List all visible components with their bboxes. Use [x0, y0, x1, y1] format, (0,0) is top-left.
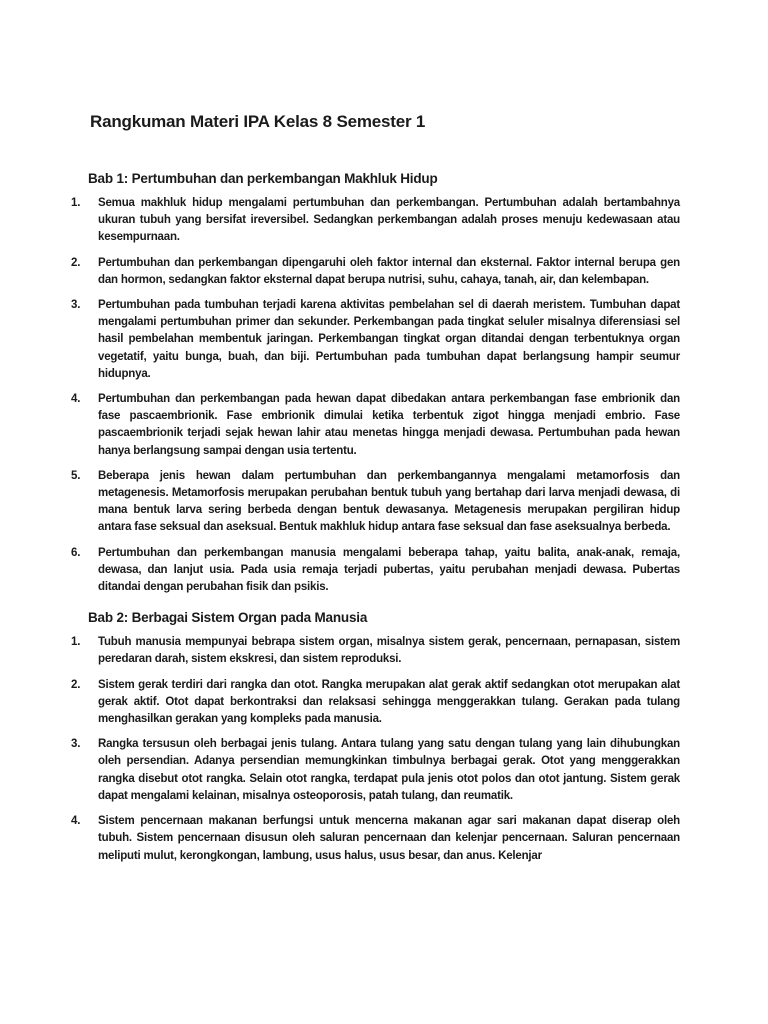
item-number: 4.: [71, 815, 81, 828]
list-item: [71, 297, 680, 383]
item-text: Beberapa jenis hewan dalam pertumbuhan dan perkembangannya mengalami metamorfosis dan metagenesis. Metamorfosis merupakan perubahan bentuk tubuh yang bertahap dari larva menjadi dewasa, di mana bentuk larva sering berbeda dengan bentuk dewasanya. Metagenesis merupakan pergiliran hidup antara fase seksual dan aseksual. Bentuk makhluk hidup antara fase seksual dan fase aseksualnya berbeda.: [98, 469, 680, 534]
list-item: [71, 468, 680, 537]
chapter-1-list: [71, 195, 680, 596]
chapter-1-section: [0, 170, 768, 596]
item-number: 3.: [71, 299, 81, 312]
item-number: 4.: [71, 393, 81, 406]
item-text: Semua makhluk hidup mengalami pertumbuhan dan perkembangan. Pertumbuhan adalah bertambahnya ukuran tubuh yang bersifat ireversibel. Sedangkan perkembangan adalah proses menuju kedewasaan atau kesempurnaan.: [98, 197, 680, 244]
item-text: Pertumbuhan dan perkembangan pada hewan dapat dibedakan antara perkembangan fase embrionik dan fase pascaembrionik. Fase embrionik dimulai ketika terbentuk zigot hingga menjadi embrio. Fase pascaembrionik terjadi sejak hewan lahir atau menetas hingga menjadi dewasa. Pertumbuhan pada hewan hanya berlangsung sampai dengan usia tertentu.: [98, 393, 680, 457]
chapter-2-heading: Bab 2: Berbagai Sistem Organ pada Manusia: [88, 610, 368, 626]
item-number: 2.: [71, 256, 81, 269]
item-text: Sistem pencernaan makanan berfungsi untuk mencerna makanan agar sari makanan dapat diserap oleh tubuh. Sistem pencernaan disusun oleh saluran pencernaan dan kelenjar pencernaan. Saluran pencernaan meliputi mulut, kerongkongan, lambung, usus halus, usus besar, dan anus. Kelenjar: [98, 815, 680, 862]
item-text: Pertumbuhan pada tumbuhan terjadi karena aktivitas pembelahan sel di daerah meristem. Tumbuhan dapat mengalami pertumbuhan primer dan sekunder. Perkembangan pada tingkat seluler misalnya diferensiasi sel hasil pembelahan membentuk jaringan. Perkembangan tingkat organ ditandai dengan terbentuknya organ vegetatif, yaitu bunga, buah, dan biji. Pertumbuhan pada tumbuhan dapat berlangsung hampir seumur hidupnya.: [98, 299, 680, 380]
chapter-1-heading: Bab 1: Pertumbuhan dan perkembangan Makhluk Hidup: [88, 171, 438, 186]
item-number: 1.: [71, 197, 81, 209]
list-item: [71, 195, 680, 247]
list-item: [71, 813, 680, 865]
list-item: [71, 391, 680, 460]
item-text: Sistem gerak terdiri dari rangka dan otot. Rangka merupakan alat gerak aktif sedangkan otot merupakan alat gerak aktif. Otot dapat berkontraksi dan relaksasi sehingga menggerakkan tulang. Gerakan pada tulang menghasilkan gerakan yang kompleks pada manusia.: [98, 678, 680, 726]
document-title: Rangkuman Materi IPA Kelas 8 Semester 1: [90, 112, 426, 131]
item-number: 5.: [71, 469, 81, 482]
item-number: 1.: [71, 636, 81, 649]
item-text: Tubuh manusia mempunyai bebrapa sistem organ, misalnya sistem gerak, pencernaan, pernapasan, sistem peredaran darah, sistem ekskresi, dan sistem reproduksi.: [98, 636, 680, 666]
list-item: [71, 255, 680, 289]
item-text: Rangka tersusun oleh berbagai jenis tulang. Antara tulang yang satu dengan tulang yang lain dihubungkan oleh persendian. Adanya persendian memungkinkan timbulnya berbagai gerak. Otot yang menggerakkan rangka disebut otot rangka. Selain otot rangka, terdapat pula jenis otot polos dan otot jantung. Sistem gerak dapat mengalami kelainan, misalnya osteoporosis, patah tulang, dan reumatik.: [98, 738, 680, 802]
chapter-2-section: [0, 609, 768, 864]
list-item: [71, 677, 680, 729]
item-text: Pertumbuhan dan perkembangan dipengaruhi oleh faktor internal dan eksternal. Faktor internal berupa gen dan hormon, sedangkan faktor eksternal dapat berupa nutrisi, suhu, cahaya, tanah, air, dan kelembapan.: [98, 256, 680, 286]
list-item: [71, 634, 680, 668]
item-text: Pertumbuhan dan perkembangan manusia mengalami beberapa tahap, yaitu balita, anak-anak, remaja, dewasa, dan lanjut usia. Pada usia remaja terjadi pubertas, yaitu perubahan menjadi dewasa. Pubertas ditandai dengan perubahan fisik dan psikis.: [98, 546, 680, 594]
item-number: 2.: [71, 678, 81, 691]
list-item: [71, 736, 680, 805]
list-item: [71, 545, 680, 597]
chapter-2-list: [71, 634, 680, 864]
item-number: 3.: [71, 738, 81, 751]
item-number: 6.: [71, 546, 81, 559]
